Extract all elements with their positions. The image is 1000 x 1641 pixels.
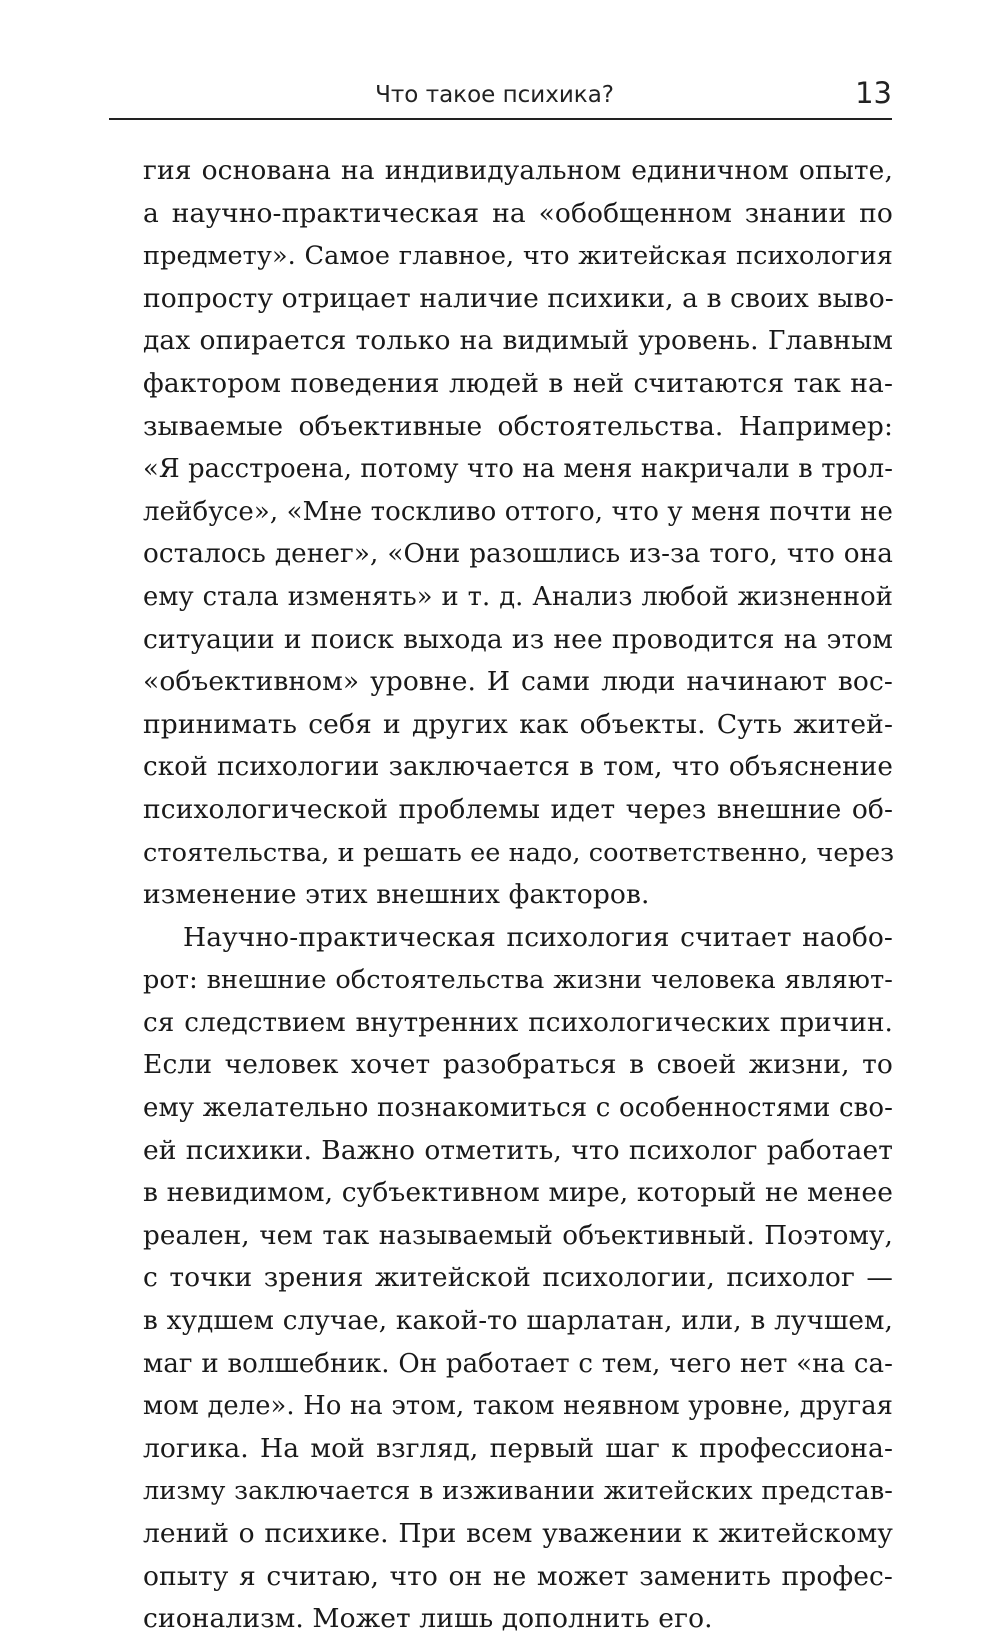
paragraph xyxy=(143,150,893,917)
text-line: фактором поведения людей в ней считаются так на- xyxy=(143,367,893,399)
text-line: психологической проблемы идет через внешние об- xyxy=(143,793,893,825)
text-line: дах опирается только на видимый уровень. Главным xyxy=(143,325,893,357)
text-line: ему желательно познакомиться с особенностями сво- xyxy=(143,1093,893,1124)
text-line: реален, чем так называемый объективный. Поэтому, xyxy=(143,1220,893,1251)
text-line: опыту я считаю, что он не может заменить профес- xyxy=(143,1560,893,1592)
running-header-title: Что такое психика? xyxy=(375,82,614,108)
paragraph xyxy=(143,917,893,1641)
text-line: попросту отрицает наличие психики, а в своих выво- xyxy=(143,282,894,314)
text-line: ему стала изменять» и т. д. Анализ любой жизненной xyxy=(143,581,893,612)
body-text xyxy=(143,150,893,1641)
text-line: ся следствием внутренних психологических причин. xyxy=(143,1007,893,1038)
text-line: мом деле». Но на этом, таком неявном уровне, другая xyxy=(143,1391,893,1422)
text-line: в худшем случае, какой-то шарлатан, или, в лучшем, xyxy=(143,1306,893,1337)
text-line: «объективном» уровне. И сами люди начинают вос- xyxy=(143,666,893,698)
text-line: в невидимом, субъективном мире, который не менее xyxy=(143,1177,893,1209)
text-line: стоятельства, и решать ее надо, соответственно, через xyxy=(143,837,895,868)
text-line: лизму заключается в изживании житейских представ- xyxy=(143,1476,893,1507)
text-line: лейбусе», «Мне тоскливо оттого, что у меня почти не xyxy=(143,496,893,527)
text-line: маг и волшебник. Он работает с тем, чего нет «на са- xyxy=(143,1348,893,1379)
running-header xyxy=(109,72,892,120)
text-line: Если человек хочет разобраться в своей жизни, то xyxy=(143,1049,893,1081)
text-line: ской психологии заключается в том, что объяснение xyxy=(143,752,893,783)
page-number: 13 xyxy=(855,76,892,110)
text-line: лений о психике. При всем уважении к житейскому xyxy=(143,1518,893,1549)
text-line: изменение этих внешних факторов. xyxy=(143,879,650,911)
text-line: сионализм. Может лишь дополнить его. xyxy=(143,1603,713,1635)
text-line: ей психики. Важно отметить, что психолог работает xyxy=(143,1134,893,1166)
text-line: логика. На мой взгляд, первый шаг к профессиона- xyxy=(143,1432,893,1464)
text-line: рот: внешние обстоятельства жизни человека являют- xyxy=(143,965,893,996)
text-line: а научно-практическая на «обобщенном знании по xyxy=(143,197,893,229)
text-line: «Я расстроена, потому что на меня накричали в трол- xyxy=(143,454,893,485)
text-line: Научно-практическая психология считает наобо- xyxy=(183,921,893,953)
text-line: принимать себя и других как объекты. Суть житей- xyxy=(143,708,893,740)
text-line: с точки зрения житейской психологии, психолог — xyxy=(143,1262,893,1294)
text-line: зываемые объективные обстоятельства. Например: xyxy=(143,410,893,442)
text-line: предмету». Самое главное, что житейская психология xyxy=(143,241,893,272)
text-line: ситуации и поиск выхода из нее проводится на этом xyxy=(143,623,893,655)
text-line: гия основана на индивидуальном единичном опыте, xyxy=(143,155,893,186)
text-line: осталось денег», «Они разошлись из-за того, что она xyxy=(143,539,893,570)
